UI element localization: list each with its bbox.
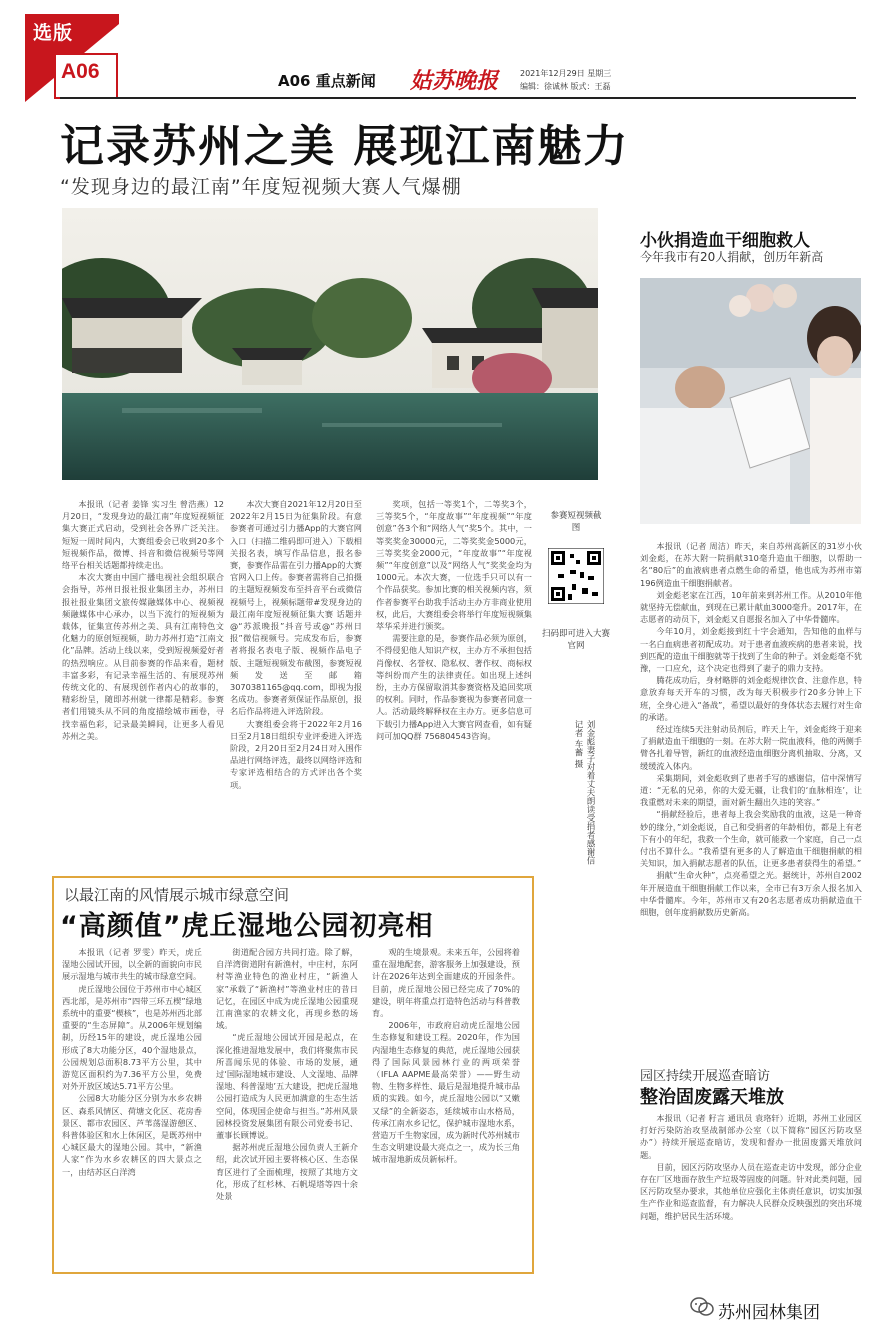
article2-paragraph: 虎丘湿地公园位于苏州市中心城区西北部，是苏州市“四带三环五楔”绿地系统中的重要“楔核”，也是苏州西北部重要的“生态屏障”。从2006年规划编制，历经15年的建设，虎丘湿地公园形成了8大功能分区，40个湿地景点，公园规划总面积8.73平方公里，其中游览区面积约为7.36平方公里，免费对外开放区域达5.71平方公里。 — [62, 983, 202, 1092]
article1-column-2 — [230, 498, 362, 870]
right-article1-paragraph: 本报讯（记者 周洁）昨天，来自苏州高新区的31岁小伙刘金彪，在苏大附一院捐献310毫升造血干细胞，以帮助一名“80后”的血液病患者点燃生命的希望，他也成为苏州市第196例造血干细胞捐献者。 — [640, 541, 862, 588]
article2-paragraph: 本报讯（记者 罗雯）昨天，虎丘湿地公园试开园，以全新的面貌向市民展示湿地与城市共生的城市绿意空间。 — [62, 947, 202, 982]
edition-badge — [25, 14, 119, 102]
article2-kicker: 以最江南的风情展示城市绿意空间 — [64, 886, 290, 904]
qr-caption-top: 参赛短视频截图 — [550, 511, 602, 533]
article2-paragraph: 2006年，市政府启动虎丘湿地公园生态修复和建设工程。2020年，作为国内湿地生态修复的典范，虎丘湿地公园获得了国际风景园林行业的两项荣誉（IFLA AAPME最高荣誉）——野生动物、生物多样性、最后是湿地提升城市品质的实践。如今，虎丘湿地公园以“又嫩又绿”的全新姿态，延续城市山水格局，传承江南水乡记忆，保护城市湿地水系，营造万千生物家园，成为新时代苏州城市生态文明建设最大亮点之一，成为长三角城市湿地新成员新标杆。 — [372, 1020, 520, 1165]
right-article1-paragraph: 刘金彪老家在江西，10年前来到苏州工作。从2010年他就坚持无偿献血，到现在已累计献血3000毫升。2017年，在志愿者的动员下，刘金彪又自愿报名加入了中华骨髓库。 — [640, 589, 862, 625]
right-article1-title: 小伙捐造血干细胞救人 — [640, 231, 810, 251]
issue-meta — [520, 67, 611, 93]
masthead-rule — [60, 97, 856, 99]
right-article1-paragraph: 采集期间，刘金彪收到了患者手写的感谢信，信中深情写道：“无私的兄弟，你的大爱无疆，让我们的‘血脉相连’，让我重燃对未来的期望，面对新生翻出久违的笑容。” — [640, 772, 862, 808]
right-article1-paragraph: “捐献经验后，患者每上我会奖励我的血液，这是一种奇妙的缘分，”刘金彪说，自己和受捐者的年龄相仿，都是上有老下有小的年纪，我救一个生命，就可能救一个家庭，自己一点付出不算什么。“我希望有更多的人了解造血干细胞捐献的相关知识，加入捐献志愿者的队伍，让更多患者获得生的希望。” — [640, 809, 862, 869]
article2-title: “高颜值”虎丘湿地公园初亮相 — [60, 911, 434, 942]
article1-paragraph: 本报讯（记者 姜锋 实习生 曾浩燕）12月20日，“发现身边的最江南”年度短视频征集大赛正式启动，受到社会各界广泛关注。短短一周时间内，大赛组委会已收到20多个短视频作品，微博、抖音和微信视频号等网络平台相关话题都持续走出。 — [62, 499, 224, 571]
newspaper-logo: 姑苏晚报 — [410, 68, 499, 94]
right-article1-paragraph: 腾花成功后，身材略胖的刘金彪规律饮食、注意作息，特意放弃每天开车的习惯，改为每天积极步行20多分钟上下班，全身心进入“备战”，希望以最好的身体状态去履行对生命的承诺。 — [640, 675, 862, 722]
article2-column-2 — [216, 946, 358, 1264]
right-article2-kicker: 园区持续开展巡查暗访 — [640, 1069, 771, 1084]
right-article2-title: 整治固废露天堆放 — [640, 1087, 784, 1108]
right-article2-paragraph: 本报讯（记者 籽言 通讯员 袁珞轩）近期，苏州工业园区打好污染防治攻坚战制部办公室（以下简称“园区污防攻坚办”）持续开展巡查暗访，发现和督办一批固废露天堆放问题。 — [640, 1113, 862, 1160]
article1-paragraph: 奖项，包括一等奖1个，二等奖3个，三等奖5个，“年度故事”“年度视频”“年度创意”各3个和“网络人气”奖5个。其中，一等奖奖金30000元，二等奖奖金5000元，三等奖奖金2000元，“年度故事”“年度视频”“年度创意”以及“网络人气”奖奖金均为1000元。本次大赛，一位选手只可以有一个作品获奖。参加比赛的相关视频内容，须作者参赛平台助我手活动主办方非商业使用权，此后，大赛组委会将举行年度短视频集萃华采并进行颁奖。 — [376, 499, 532, 632]
badge-page: A06 — [61, 60, 100, 83]
article1-column-1 — [62, 498, 224, 870]
page-headline: 记录苏州之美 展现江南魅力 — [60, 121, 630, 172]
right-article2-paragraph: 目前，园区污防攻坚办人员在巡查走访中发现，部分企业存在厂区地面存放生产垃圾等固废的问题。针对此类问题，园区污防攻坚办要求，其他单位应强化主体责任意识，切实加强生产作业和巡查监督，有力解决人民群众反映强烈的突出环境问题，维护居民生活环境。 — [640, 1161, 862, 1221]
article1-paragraph: 本次大赛由中国广播电视社会组织联合会指导，苏州日报社报业集团主办，苏州日报社报业集团文旅传媒融媒体中心、视频视频融媒体中心承办，以当下流行的短视频为载体，征集宣传苏州之美、具有江南特色文化魅力的原创短视频，助力苏州打造“江南文化”品牌。活动上线以来，受到短视频爱好者的热烈响应。从目前参赛的作品来看，题材丰富多彩，有记录幸福生活的、有展现苏州传统文化的、有展现创作者内心的故事的，精彩纷呈，随即苏州就一律都是精彩。参赛者们用镜头从不同的角度描绘城市画卷，寻找幸福色彩，记录最美瞬间，让更多人看见苏州之美。 — [62, 572, 224, 741]
right-article1-subtitle: 今年我市有20人捐献，创历年新高 — [640, 250, 824, 264]
section-label: A06 重点新闻 — [278, 72, 376, 90]
article2-column-1 — [62, 946, 202, 1264]
article2-paragraph: 公园8大功能分区分别为水乡农耕区、森系风情区、荷塘文化区、花房香景区、都市农园区、芦苇荡湿游憩区、科普体验区和水上休闲区，是既苏州中心城区最大的湿地公园。其中，“新渔人家”作为水乡农耕区的四大景点之一，由结苏区白洋湾 — [62, 1093, 202, 1177]
article2-paragraph: 观的生境景观。未来五年，公园将着重在湿地配套，游客服务上加强建设，预计在2026年达到全面建成的开园条件。目前，虎丘湿地公园已经完成了70%的建设，明年将重点打造特色活动与科普教育。 — [372, 947, 520, 1019]
article1-paragraph: 需要注意的是，参赛作品必须为原创，不得侵犯他人知识产权，主办方不承担包括肖像权、名誉权、隐私权、著作权、商标权等纠纷而产生的法律责任。如出现上述纠纷，主办方保留取消其参赛资格及追回奖项的权利。同时，作品参赛视为参赛者同意一人。活动最终解释权在主办方。更多信息可下载引力播App进入大赛官网查看，如有疑问可加QQ群 756804543咨询。 — [376, 633, 532, 741]
qr-caption-bottom: 扫码即可进入大赛官网 — [541, 629, 610, 651]
article2-paragraph: 据苏州虎丘湿地公园负责人王新介绍，此次试开园主要将核心区、生态保育区进行了全面梳理，按照了其地方文化，形成了红杉林、石帆堤塔等四十余处景 — [216, 1142, 358, 1202]
donor-photo — [640, 278, 861, 524]
badge-label: 选版 — [33, 22, 74, 44]
page-subheadline: “发现身边的最江南”年度短视频大赛人气爆棚 — [60, 176, 462, 198]
issue-editors: 编辑：徐诚林 版式：王磊 — [520, 82, 611, 91]
right-article2-body — [640, 1112, 862, 1288]
garden-photo — [62, 208, 598, 480]
right-article1-paragraph: 经过连续5天注射动员剂后，昨天上午，刘金彪终于迎来了捐献造血干细胞的一刻。在苏大附一院血液科，他的两侧手臂各扎着导管，新红的血液经造血细胞分离机抽取、分离，又缓缓流入体内。 — [640, 724, 862, 771]
qr-code[interactable] — [548, 548, 604, 604]
right-article1-paragraph: 捐献“生命火种”，点亮希望之光。据统计，苏州自2002年开展造血干细胞捐献工作以来，全市已有3万余人报名加入中华骨髓库。今年，苏州市又有20名志愿者成功捐献造血干细胞，创年度捐献数历史新高。 — [640, 870, 862, 918]
right-article1-paragraph: 今年10月，刘金彪接到红十字会通知，告知他的血样与一名白血病患者初配成功。对于患者血液疾病的患者来说，找到匹配的造血干细胞就等于找到了生命的种子。刘金彪毫不犹豫，一口应允，这个决定也得到了妻子的鼎力支持。 — [640, 626, 862, 674]
photo-caption-vertical: 刘金彪妻子对着丈夫朗读受捐者感谢信 记者 车蓄 摄 — [573, 720, 595, 865]
article1-column-3 — [376, 498, 532, 870]
masthead — [278, 64, 658, 98]
article2-column-3 — [372, 946, 520, 1264]
article2-paragraph: 街道配合园方共同打造。除了解，自洋湾街道附有新渔村，中庄村，东阿村等渔业特色的渔业村庄，“新渔人家”承载了“新渔村”等渔业村庄的昔日记忆，在园区中成为虎丘湿地公园重现江南渔家的农耕文化，再现乡愁的场域。 — [216, 947, 358, 1031]
issue-date: 2021年12月29日 星期三 — [520, 69, 612, 78]
right-article1-body — [640, 540, 862, 1056]
article1-paragraph: 本次大赛自2021年12月20日至2022年2月15日为征集阶段。有意参赛者可通过引力播App的大赛官网入口（扫描二维码即可进入）下载相关报名表，填写作品信息，报名参赛，参赛作品需在引力播App的大赛官网入口上传。参赛者需将自己拍摄的主题短视频发布至抖音平台或微信视频号上，视频标题带#发现身边的最江南年度短视频征集大赛 话题并@“苏派晚报”抖音号或@“苏州日报”微信视频号。完成发布后，参赛者将报名表电子版、视频作品电子版、主题短视频发布截图，参赛短视频发送至邮箱 3070381165@qq.com，即视为报名成功。参赛者须保证作品原创，报名后作品将进入评选阶段。 — [230, 499, 362, 717]
account-watermark: 苏州园林集团 — [718, 1303, 820, 1323]
wechat-icon — [690, 1296, 714, 1318]
article1-paragraph: 大赛组委会将于2022年2月16日至2月18日组织专业评委进入评选阶段，2月20日至2月24日对入围作品进行网络评选，最终以网络评选和专家评选相结合的方式评出各个奖项。 — [230, 718, 362, 790]
article2-paragraph: “虎丘湿地公园试开园是起点，在深化推进湿地发展中，我们将聚焦市民所喜闻乐见的体验、市场的发展，通过‘国际湿地城市建设、人文湿地、品牌湿地、科普湿地’五大建设，把虎丘湿地公园打造成为人民更加满意的生态生活空间，体现国企使命与担当。”苏州风景园林投资发展集团有限公司党委书记、董事长顾博说。 — [216, 1032, 358, 1141]
